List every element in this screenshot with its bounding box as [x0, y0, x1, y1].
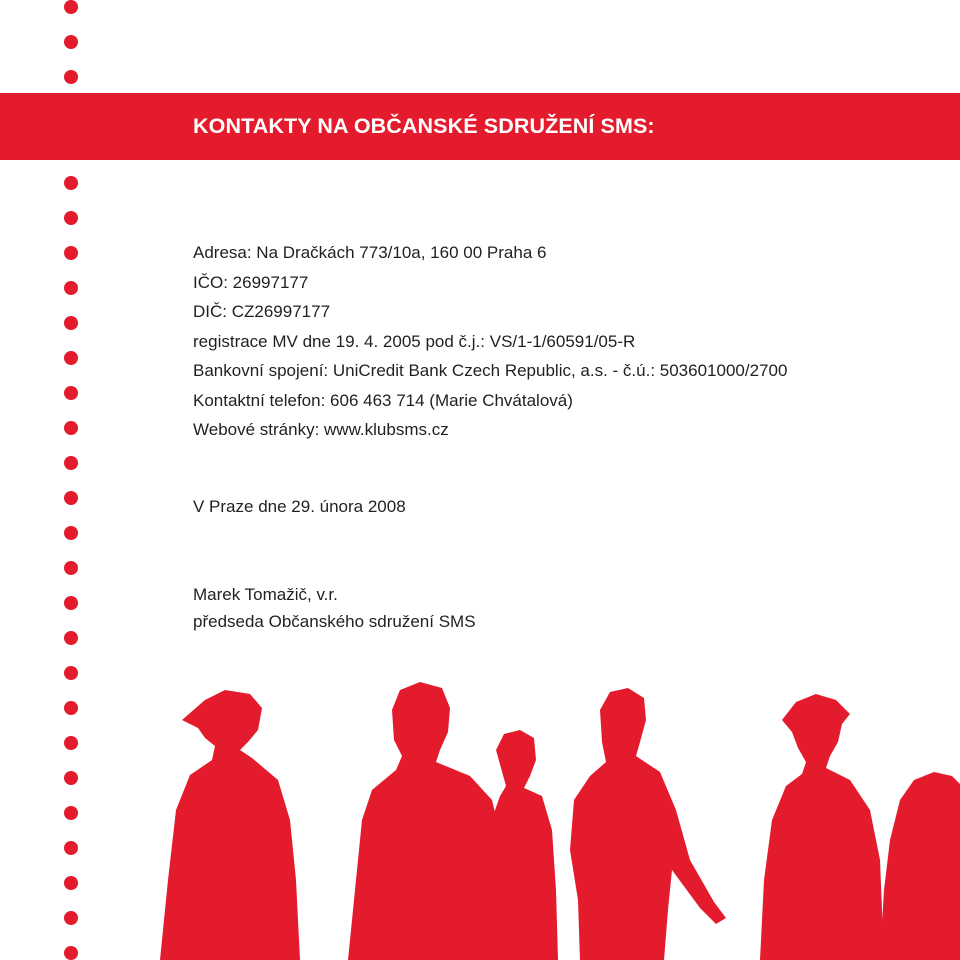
- silhouette-person-5: [760, 694, 884, 960]
- red-dot: [64, 246, 78, 260]
- red-dot: [64, 631, 78, 645]
- contact-website: Webové stránky: www.klubsms.cz: [193, 420, 449, 439]
- silhouette-person-4: [570, 688, 726, 960]
- red-dot: [64, 456, 78, 470]
- red-dot: [64, 386, 78, 400]
- red-dot: [64, 561, 78, 575]
- signature-role: předseda Občanského sdružení SMS: [193, 612, 476, 631]
- date-line: V Praze dne 29. února 2008: [193, 497, 406, 516]
- people-silhouettes-icon: [0, 680, 960, 960]
- contact-dic: DIČ: CZ26997177: [193, 302, 331, 321]
- red-dot: [64, 351, 78, 365]
- red-dot: [64, 176, 78, 190]
- contact-ico: IČO: 26997177: [193, 272, 309, 292]
- signature-name: Marek Tomažič, v.r.: [193, 585, 338, 604]
- contact-address: Adresa: Na Dračkách 773/10a, 160 00 Praha 6: [193, 243, 547, 262]
- page-title: KONTAKTY NA OBČANSKÉ SDRUŽENÍ SMS:: [193, 114, 655, 138]
- silhouette-person-3: [480, 730, 558, 960]
- red-dot: [64, 596, 78, 610]
- red-dot: [64, 70, 78, 84]
- contact-bank: Bankovní spojení: UniCredit Bank Czech Republic, a.s. - č.ú.: 503601000/2700: [193, 361, 788, 380]
- red-dot: [64, 281, 78, 295]
- contact-list: [193, 238, 787, 445]
- silhouette-person-1: [160, 690, 300, 960]
- red-dot: [64, 666, 78, 680]
- red-dot: [64, 526, 78, 540]
- contact-registration: registrace MV dne 19. 4. 2005 pod č.j.: VS/1-1/60591/05-R: [193, 331, 636, 351]
- red-dot: [64, 35, 78, 49]
- silhouette-person-6: [880, 772, 960, 960]
- red-dot: [64, 491, 78, 505]
- red-dot: [64, 421, 78, 435]
- red-dot: [64, 0, 78, 14]
- red-dot: [64, 211, 78, 225]
- contact-phone: Kontaktní telefon: 606 463 714 (Marie Chvátalová): [193, 390, 573, 410]
- red-dot: [64, 316, 78, 330]
